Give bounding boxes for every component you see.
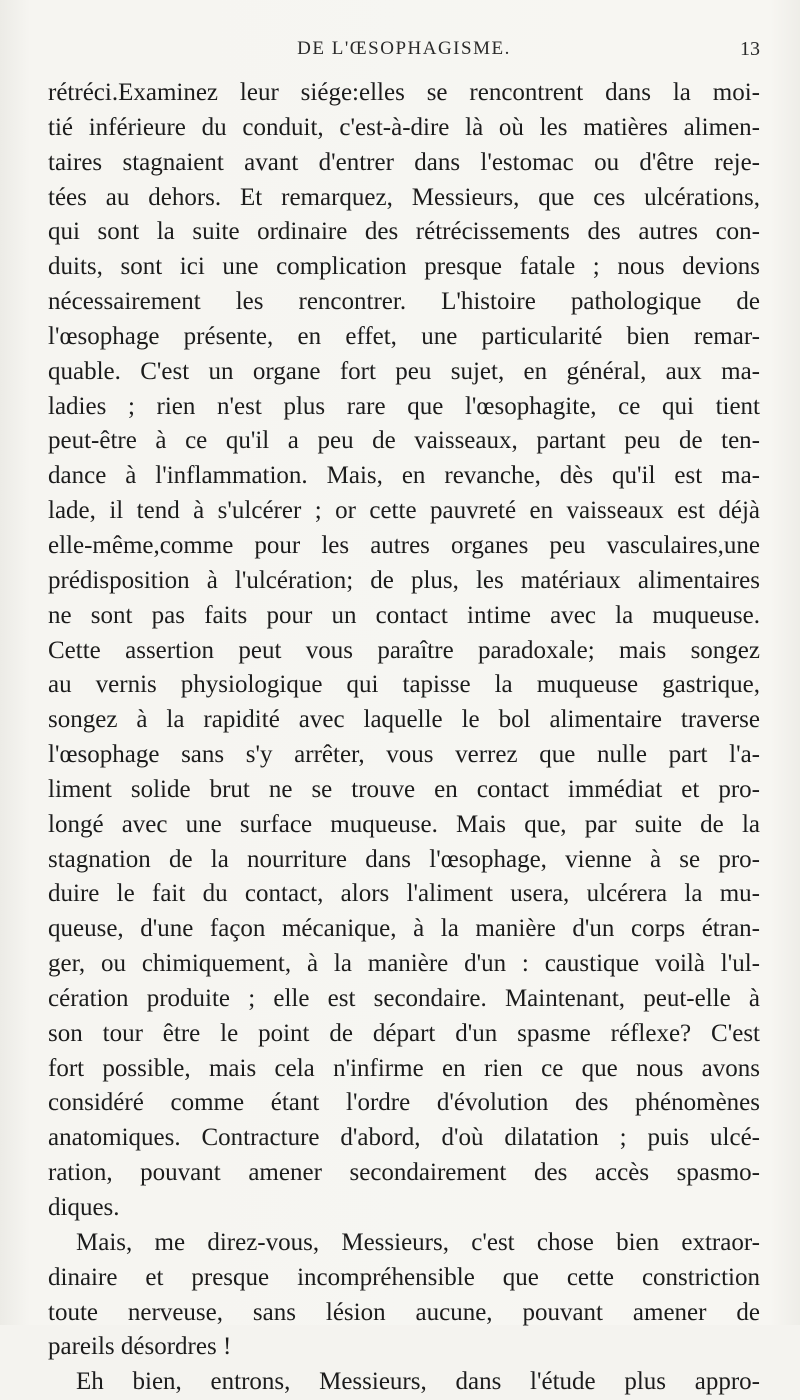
text-line: duire le fait du contact, alors l'aliment usera, ulcérera la mu-: [48, 880, 760, 908]
text-line: elle-même,comme pour les autres organes peu vasculaires,une: [48, 531, 760, 559]
text-line: queuse, d'une façon mécanique, à la manière d'un corps étran-: [48, 915, 760, 943]
running-title: DE L'ŒSOPHAGISME.: [297, 38, 511, 59]
text-line: dinaire et presque incompréhensible que cette constriction: [48, 1263, 760, 1291]
text-line: dance à l'inflammation. Mais, en revanche, dès qu'il est ma-: [48, 462, 760, 490]
text-line: Cette assertion peut vous paraître paradoxale; mais songez: [48, 636, 760, 664]
text-line: nécessairement les rencontrer. L'histoire pathologique de: [48, 288, 760, 316]
page-number: 13: [740, 38, 760, 60]
text-line: cération produite ; elle est secondaire. Maintenant, peut-elle à: [48, 984, 760, 1012]
text-line: quable. C'est un organe fort peu sujet, en général, aux ma-: [48, 357, 760, 385]
text-line: ger, ou chimiquement, à la manière d'un : caustique voilà l'ul-: [48, 950, 760, 978]
text-line: stagnation de la nourriture dans l'œsophage, vienne à se pro-: [48, 845, 760, 873]
text-line: Mais, me direz-vous, Messieurs, c'est chose bien extraor-: [76, 1228, 760, 1256]
body-text: [48, 76, 760, 1400]
text-line: ration, pouvant amener secondairement des accès spasmo-: [48, 1159, 760, 1187]
text-line: peut-être à ce qu'il a peu de vaisseaux, partant peu de ten-: [48, 427, 760, 455]
text-line: tées au dehors. Et remarquez, Messieurs, que ces ulcérations,: [48, 183, 760, 211]
text-line: ne sont pas faits pour un contact intime avec la muqueuse.: [48, 601, 760, 629]
text-line: diques.: [48, 1194, 120, 1221]
text-line: longé avec une surface muqueuse. Mais que, par suite de la: [48, 810, 760, 838]
page-header: [48, 38, 760, 68]
text-line: l'œsophage sans s'y arrêter, vous verrez que nulle part l'a-: [48, 741, 760, 769]
text-line: anatomiques. Contracture d'abord, d'où dilatation ; puis ulcé-: [48, 1124, 760, 1152]
text-line: Eh bien, entrons, Messieurs, dans l'étude plus appro-: [76, 1368, 760, 1396]
text-line: tié inférieure du conduit, c'est-à-dire là où les matières alimen-: [48, 113, 760, 141]
text-line: au vernis physiologique qui tapisse la muqueuse gastrique,: [48, 671, 760, 699]
text-line: duits, sont ici une complication presque fatale ; nous devions: [48, 253, 760, 281]
text-line: fort possible, mais cela n'infirme en rien ce que nous avons: [48, 1054, 760, 1082]
text-line: pareils désordres !: [48, 1333, 232, 1361]
text-line: prédisposition à l'ulcération; de plus, les matériaux alimentaires: [48, 566, 760, 594]
text-line: rétréci.Examinez leur siége:elles se rencontrent dans la moi-: [48, 79, 760, 106]
text-line: lade, il tend à s'ulcérer ; or cette pauvreté en vaisseaux est déjà: [48, 497, 760, 525]
text-line: songez à la rapidité avec laquelle le bol alimentaire traverse: [48, 706, 760, 734]
text-line: ladies ; rien n'est plus rare que l'œsophagite, ce qui tient: [48, 392, 760, 420]
text-line: considéré comme étant l'ordre d'évolution des phénomènes: [48, 1089, 760, 1117]
text-line: qui sont la suite ordinaire des rétrécissements des autres con-: [48, 218, 760, 246]
text-line: toute nerveuse, sans lésion aucune, pouvant amener de: [48, 1298, 760, 1326]
text-line: taires stagnaient avant d'entrer dans l'estomac ou d'être reje-: [48, 148, 760, 176]
text-line: l'œsophage présente, en effet, une particularité bien remar-: [48, 322, 760, 350]
text-line: liment solide brut ne se trouve en contact immédiat et pro-: [48, 775, 760, 803]
text-line: son tour être le point de départ d'un spasme réflexe? C'est: [48, 1019, 760, 1047]
